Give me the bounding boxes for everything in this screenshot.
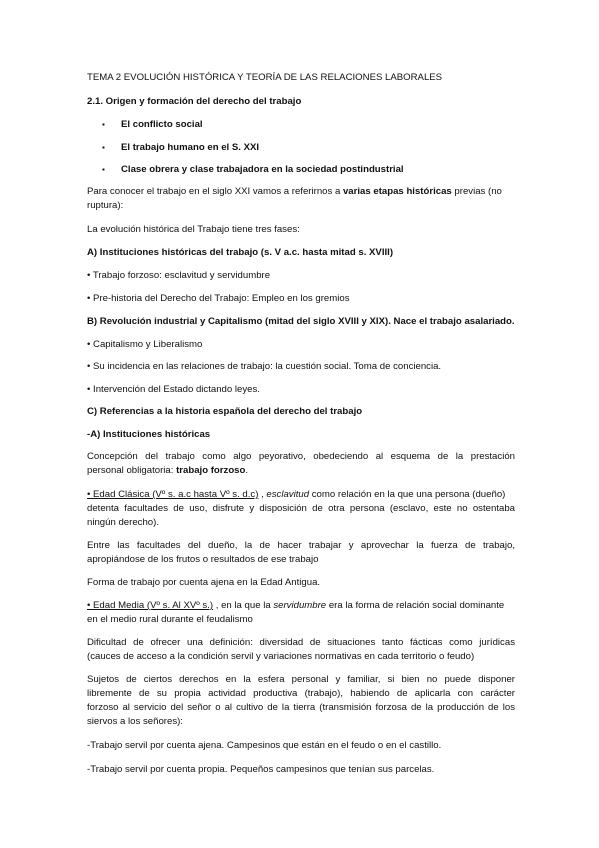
paragraph-line: siervos a los señores): [87,716,183,727]
phase-b-item: • Capitalismo y Liberalismo [87,339,203,350]
paragraph-text: como relación en la que una persona (dueño) [309,489,506,500]
bullet-item: El trabajo humano en el S. XXI [121,142,260,153]
square-bullet-icon: ▪ [102,120,105,129]
paragraph-line: Entre las facultades del dueño, la de hacer trabajar y aprovechar la fuerza de trabajo, [87,540,515,551]
paragraph-line: Dificultad de ofrecer una definición: diversidad de situaciones tanto fácticas como jurídicas [87,637,515,648]
intro-line-1 [87,186,502,198]
subsection-heading: -A) Instituciones históricas [87,429,211,440]
intro-text-end: previas (no [451,186,502,197]
square-bullet-icon: ▪ [102,143,105,152]
paragraph-italic: esclavitud [266,489,310,500]
paragraph-line [87,600,504,612]
paragraph-line: Concepción del trabajo como algo peyorativo, obedeciendo al esquema de la prestación [87,451,515,462]
paragraph-text: personal obligatoria: [87,465,177,476]
paragraph-line: apropiándose de los frutos o resultados de ese trabajo [87,554,319,565]
paragraph-line: -Trabajo servil por cuenta ajena. Campesinos que están en el feudo o en el castillo. [87,740,442,751]
paragraph-line: ningún derecho). [87,517,160,528]
phase-b-item: • Intervención del Estado dictando leyes. [87,384,260,395]
period-label: • Edad Clásica (Vº s. a.c hasta Vº s. d.c) [87,489,259,500]
paragraph-line: (cauces de acceso a la condición servil y variaciones normativas en cada territorio o feudo) [87,651,475,662]
bullet-item: El conflicto social [121,119,203,130]
paragraph-line [87,465,248,477]
paragraph-line: detenta facultades de uso, disfrute y disposición de otra persona (esclavo, este no ostentaba [87,503,515,514]
phase-a-item: • Trabajo forzoso: esclavitud y servidumbre [87,270,271,281]
paragraph-line: Forma de trabajo por cuenta ajena en la Edad Antigua. [87,577,321,588]
phases-paragraph: La evolución histórica del Trabajo tiene tres fases: [87,224,300,235]
paragraph-text: . [245,465,249,476]
square-bullet-icon: ▪ [102,165,105,174]
intro-line-2: ruptura): [87,200,124,211]
paragraph-line: Sujetos de ciertos derechos en la esfera personal y familiar, si bien no puede disponer [87,674,515,685]
phase-a-item: • Pre-historia del Derecho del Trabajo: Empleo en los gremios [87,293,350,304]
paragraph-line: forzoso al servicio del señor o al cultivo de la tierra (transmisión forzosa de la producción de los [87,702,515,713]
phase-b-item: • Su incidencia en las relaciones de trabajo: la cuestión social. Toma de conciencia. [87,361,442,372]
phase-b-heading: B) Revolución industrial y Capitalismo (mitad del siglo XVIII y XIX). Nace el trabajo asalariado. [87,316,515,327]
paragraph-line: libremente de su propia actividad productiva (trabajo), habiendo de aplicarla con carácter [87,688,515,699]
intro-bold: varias etapas históricas [342,186,452,197]
paragraph-text: , [258,489,267,500]
phase-c-heading: C) Referencias a la historia española del derecho del trabajo [87,406,363,417]
document-title: TEMA 2 EVOLUCIÓN HISTÓRICA Y TEORÍA DE LAS RELACIONES LABORALES [87,72,443,83]
paragraph-text: , en la que la [213,600,274,611]
paragraph-line: -Trabajo servil por cuenta propia. Pequeños campesinos que tenían sus parcelas. [87,764,435,775]
intro-text: Para conocer el trabajo en el siglo XXI vamos a referirnos a [87,186,343,197]
bullet-item: Clase obrera y clase trabajadora en la sociedad postindustrial [121,164,404,175]
paragraph-line [87,489,505,501]
period-label: • Edad Media (Vº s. Al XVº s.) [87,600,214,611]
paragraph-italic: servidumbre [273,600,327,611]
paragraph-text: era la forma de relación social dominante [326,600,505,611]
section-heading: 2.1. Origen y formación del derecho del trabajo [87,96,302,107]
phase-a-heading: A) Instituciones históricas del trabajo (s. V a.c. hasta mitad s. XVIII) [87,247,394,258]
paragraph-line: en el medio rural durante el feudalismo [87,614,253,625]
paragraph-bold: trabajo forzoso [176,465,246,476]
